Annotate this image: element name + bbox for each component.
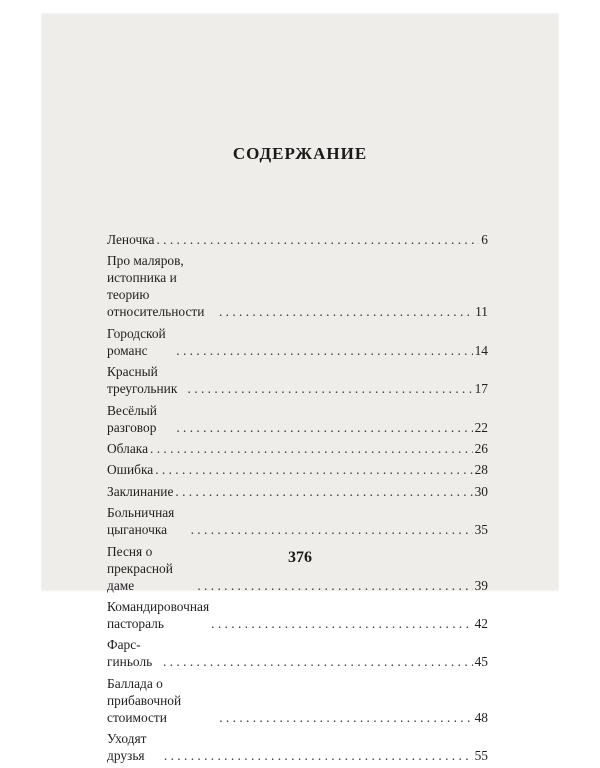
- toc-entry: [107, 325, 488, 359]
- toc-leader-dots: [219, 709, 472, 726]
- toc-entry-page: 45: [474, 654, 488, 670]
- toc-entry-page: 30: [474, 483, 488, 499]
- toc-leader-dots: [150, 440, 473, 457]
- toc-leader-dots: [188, 380, 473, 397]
- toc-entry-title: Городской романс: [107, 325, 166, 358]
- toc-entry-page: 35: [474, 522, 488, 538]
- toc-entry-title: Больничная цыганочка: [107, 505, 175, 538]
- toc-leader-dots: [175, 483, 472, 500]
- toc-entry-title: Уходят друзья: [107, 731, 147, 764]
- toc-leader-dots: [164, 747, 473, 764]
- toc-leader-dots: [176, 419, 472, 436]
- toc-leader-dots: [176, 342, 472, 359]
- toc-entry: [107, 461, 488, 478]
- toc-entry-title: Леночка: [107, 232, 155, 247]
- toc-entry-title: Красный треугольник: [107, 364, 178, 397]
- toc-entry-page: 42: [474, 615, 488, 631]
- toc-leader-dots: [211, 615, 472, 632]
- toc-entry: [107, 636, 488, 670]
- toc-entry-title: Командировочная пастораль: [107, 598, 210, 631]
- toc-entry: [107, 231, 488, 248]
- toc-entry-page: 26: [474, 440, 488, 456]
- toc-leader-dots: [191, 521, 473, 538]
- toc-entry: [107, 440, 488, 457]
- toc-entry: [107, 598, 488, 632]
- toc-entry: [107, 252, 488, 320]
- toc-entry: [107, 730, 488, 764]
- toc-leader-dots: [163, 653, 473, 670]
- page-number: 376: [288, 549, 312, 566]
- toc-entry: [107, 675, 488, 726]
- toc-entry: [107, 483, 488, 500]
- toc-entry-page: 6: [481, 232, 488, 247]
- toc-entry-title: Облака: [107, 440, 149, 456]
- toc-entry-page: 14: [474, 342, 488, 358]
- toc-entry-page: 39: [474, 577, 488, 593]
- toc-entry-title: Заклинание: [107, 483, 174, 499]
- toc-entry: [107, 402, 488, 436]
- table-of-contents: [107, 231, 488, 768]
- toc-leader-dots: [155, 461, 472, 478]
- toc-leader-dots: [197, 577, 472, 594]
- toc-leader-dots: [156, 231, 479, 248]
- toc-entry-page: 28: [474, 462, 488, 478]
- toc-entry-title: Песня о прекрасной даме: [107, 543, 173, 593]
- toc-entry-page: 55: [474, 748, 488, 764]
- toc-entry-page: 17: [474, 381, 488, 397]
- toc-entry-page: 22: [474, 419, 488, 435]
- toc-entry-title: Фарс-гиньоль: [107, 637, 153, 670]
- toc-entry-title: Весёлый разговор: [107, 402, 157, 435]
- page-title: СОДЕРЖАНИЕ: [232, 144, 368, 163]
- toc-entry-page: 48: [474, 709, 488, 725]
- toc-entry-page: 11: [475, 304, 488, 320]
- toc-leader-dots: [219, 303, 473, 320]
- toc-entry-title: Ошибка: [107, 462, 154, 478]
- toc-entry-title: Про маляров, истопника и теорию относительности: [107, 253, 205, 320]
- toc-entry: [107, 504, 488, 538]
- toc-entry-title: Баллада о прибавочной стоимости: [107, 675, 182, 725]
- toc-entry: [107, 363, 488, 397]
